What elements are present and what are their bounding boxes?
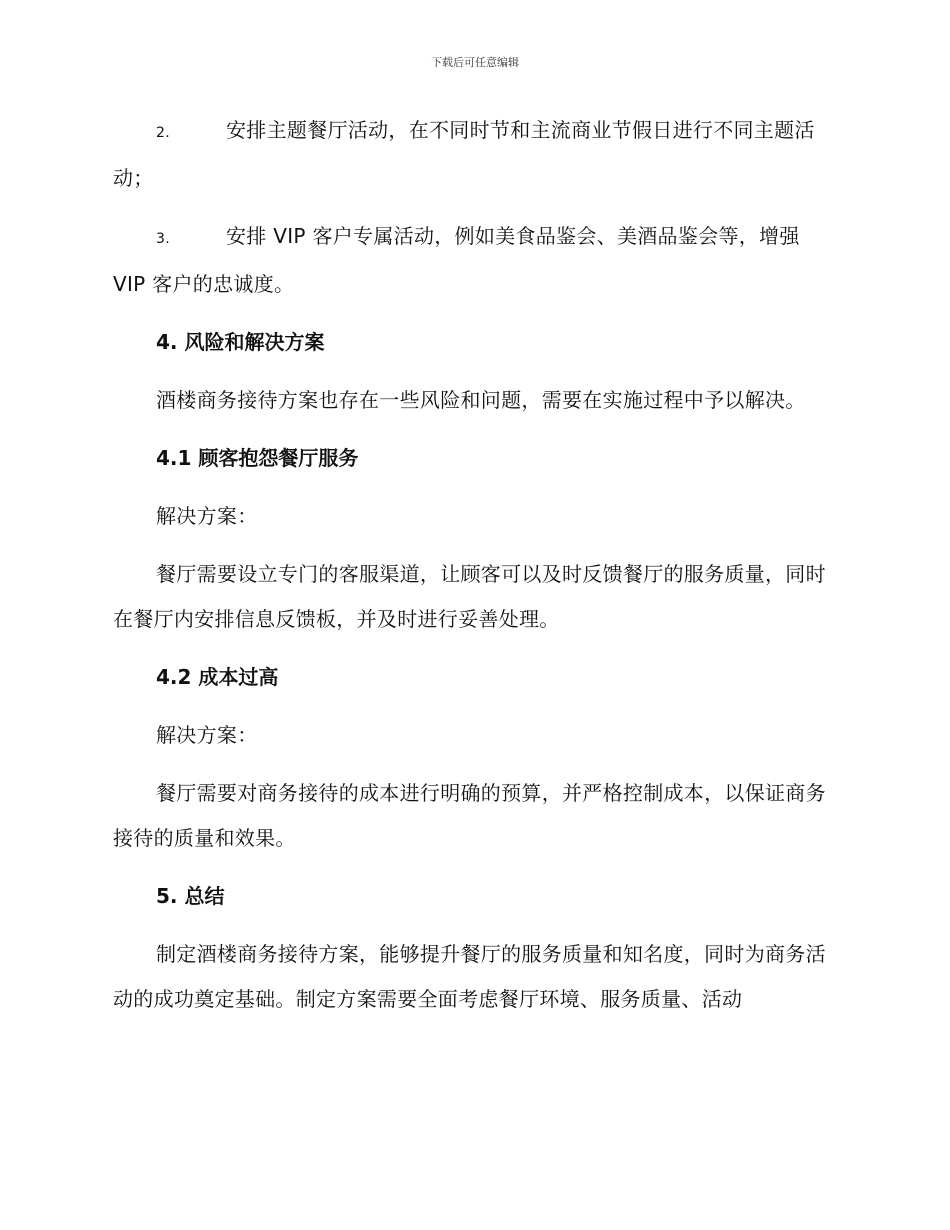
document-body bbox=[113, 108, 835, 1035]
paragraph: 餐厅需要对商务接待的成本进行明确的预算，并严格控制成本，以保证商务接待的质量和效果。 bbox=[113, 781, 826, 850]
list-number: 3. bbox=[156, 231, 170, 247]
section-heading-5: 5. 总结 bbox=[156, 884, 225, 908]
list-item-text: 安排 VIP 客户专属活动，例如美食品鉴会、美酒品鉴会等，增强 VIP 客户的忠诚度。 bbox=[113, 224, 800, 296]
list-item-text: 安排主题餐厅活动，在不同时节和主流商业节假日进行不同主题活动； bbox=[113, 118, 815, 190]
section-heading-4: 4. 风险和解决方案 bbox=[156, 330, 325, 354]
paragraph: 酒楼商务接待方案也存在一些风险和问题，需要在实施过程中予以解决。 bbox=[156, 388, 806, 412]
paragraph-solution-label: 解决方案： bbox=[156, 504, 258, 528]
section-heading-4-1: 4.1 顾客抱怨餐厅服务 bbox=[156, 446, 359, 470]
list-number: 2. bbox=[156, 125, 170, 141]
page-header: 下载后可任意编辑 bbox=[431, 56, 519, 69]
list-item-3 bbox=[113, 214, 835, 307]
section-heading-4-2: 4.2 成本过高 bbox=[156, 665, 279, 689]
paragraph: 餐厅需要设立专门的客服渠道，让顾客可以及时反馈餐厅的服务质量，同时在餐厅内安排信息反馈板，并及时进行妥善处理。 bbox=[113, 562, 826, 631]
list-item-2 bbox=[113, 108, 835, 201]
paragraph-solution-label: 解决方案： bbox=[156, 723, 258, 747]
paragraph-summary: 制定酒楼商务接待方案，能够提升餐厅的服务质量和知名度，同时为商务活动的成功奠定基础。制定方案需要全面考虑餐厅环境、服务质量、活动 bbox=[113, 942, 826, 1011]
